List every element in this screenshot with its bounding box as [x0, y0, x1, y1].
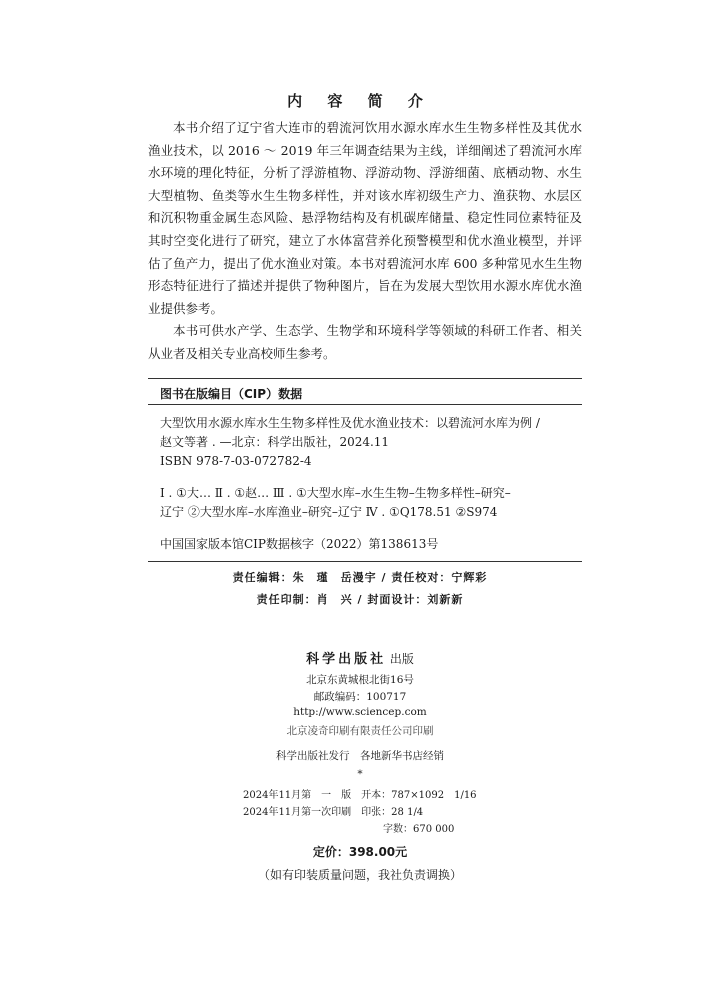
- cip-heading: 图书在版编目（CIP）数据: [160, 387, 303, 401]
- price-line: [0, 843, 720, 860]
- wordcount-info: [0, 820, 720, 835]
- cip-classification: [160, 484, 582, 522]
- cip-top-rule: [148, 378, 582, 379]
- cip-title-line-1: 大型饮用水源水库水生生物多样性及优水渔业技术：以碧流河水库为例 /: [160, 416, 540, 430]
- publisher-name: 科学出版社: [306, 652, 387, 667]
- distribution: 科学出版社发行 各地新华书店经销: [276, 750, 444, 762]
- intro-text: [148, 117, 582, 366]
- printing-info: [0, 803, 720, 818]
- separator-star: *: [357, 768, 363, 780]
- edition-info: [0, 786, 720, 801]
- publisher-suffix: 出版: [386, 652, 414, 666]
- cip-heading-rule: [148, 404, 582, 405]
- cip-title-line-2: 赵文等著 . —北京：科学出版社，2024.11: [160, 435, 390, 449]
- cip-class-line-1: Ⅰ . ①大… Ⅱ . ①赵… Ⅲ . ①大型水库–水生生物–生物多样性–研究–: [160, 486, 511, 500]
- publisher-url: http://www.sciencep.com: [293, 706, 427, 718]
- publisher-address: 北京东黄城根北街16号: [306, 674, 414, 686]
- publisher-line: [0, 648, 720, 667]
- intro-paragraph-1: 本书介绍了辽宁省大连市的碧流河饮用水源水库水生生物多样性及其优水渔业技术，以 2016 ～ 2019 年三年调查结果为主线，详细阐述了碧流河水库水环境的理化特征，分析了浮游植物、浮游动物、浮游细菌、底栖动物、水生大型植物、鱼类等水生生物多样性，并对该水库初级生产力、渔获物、水层区和沉积物重金属生态风险、悬浮物结构及有机碳库储量、稳定性同位素特征及其时空变化进行了研究，建立了水体富营养化预警模型和优水渔业模型，并评估了鱼产力，提出了优水渔业对策。本书对碧流河水库 600 多种常见水生生物形态特征进行了描述并提供了物种图片，旨在为发展大型饮用水源水库优水渔业提供参考。: [148, 120, 582, 316]
- cip-class-line-2: 辽宁 ②大型水库–水库渔业–研究–辽宁 Ⅳ . ①Q178.51 ②S974: [160, 505, 498, 519]
- quality-notice: （如有印装质量问题，我社负责调换）: [257, 868, 462, 882]
- credits: [0, 567, 720, 611]
- edition-line: 2024年11月第 一 版 开本：787×1092 1/16: [243, 790, 477, 801]
- price: 定价：398.00元: [312, 845, 408, 859]
- credits-production: 责任印制：肖 兴 / 封面设计：刘新新: [256, 593, 464, 606]
- intro-paragraph-2: 本书可供水产学、生态学、生物学和环境科学等领域的科研工作者、相关从业者及相关专业高校师生参考。: [148, 323, 582, 361]
- cip-isbn: ISBN 978-7-03-072782-4: [160, 454, 312, 468]
- intro-title: 内 容 简 介: [287, 92, 433, 110]
- notice-line: [0, 866, 720, 883]
- publisher-postcode: 邮政编码：100717: [313, 691, 407, 703]
- cip-record-number: 中国国家版本馆CIP数据核字（2022）第138613号: [160, 537, 439, 551]
- wordcount-line: 字数：670 000: [383, 824, 455, 835]
- printer: 北京凌奇印刷有限责任公司印刷: [286, 725, 434, 737]
- credits-editors: 责任编辑：朱 瑾 岳漫宇 / 责任校对：宁辉彩: [232, 571, 488, 584]
- printing-line: 2024年11月第一次印刷 印张：28 1/4: [243, 807, 424, 818]
- cip-title-entry: [160, 414, 582, 471]
- cip-bottom-rule: [148, 561, 582, 562]
- cip-record: [160, 535, 582, 554]
